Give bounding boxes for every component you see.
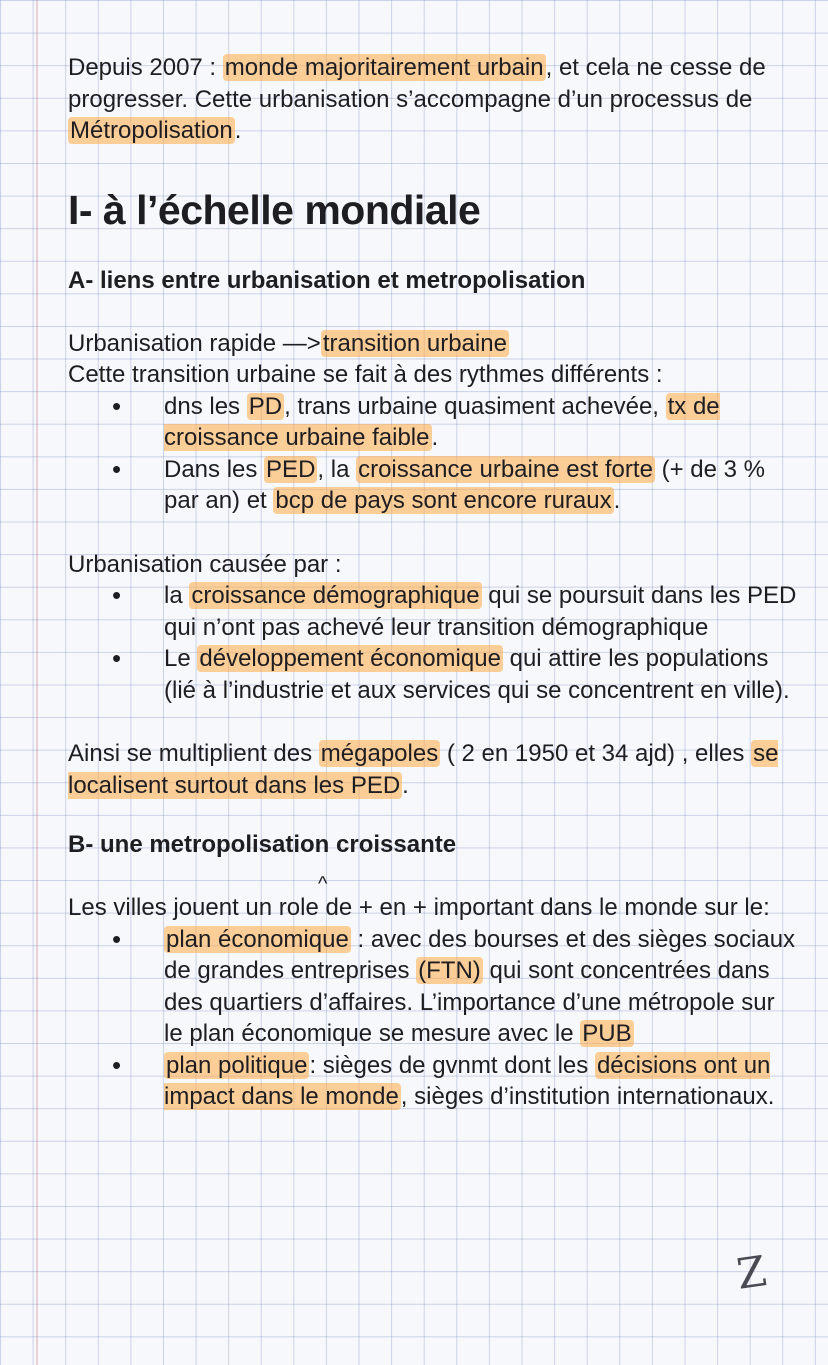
causes-block bbox=[68, 549, 798, 707]
highlight: PUB bbox=[582, 1020, 632, 1047]
highlight: plan politique bbox=[166, 1051, 308, 1079]
highlight: transition urbaine bbox=[322, 329, 507, 357]
list-item: • la croissance démographique qui se poursuit dans les PED qui n’ont pas achevé leur transition démographique bbox=[68, 580, 798, 643]
list-item: • Dans les PED, la croissance urbaine est forte (+ de 3 % par an) et bcp de pays sont encore ruraux. bbox=[68, 454, 798, 517]
document-page bbox=[68, 52, 798, 1113]
causes-list bbox=[68, 580, 798, 706]
list-item: • Le développement économique qui attire les populations (lié à l’industrie et aux services qui se concentrent en ville). bbox=[68, 643, 798, 706]
highlight: plan économique bbox=[166, 925, 349, 953]
list-item: • plan politique: sièges de gvnmt dont les décisions ont un impact dans le monde, sièges d’institution internationaux. bbox=[68, 1050, 798, 1113]
subsection-b-title: B- une metropolisation croissante bbox=[68, 831, 457, 858]
metropolisation-intro: Les villes jouent un role de + en + important dans le monde sur le: bbox=[68, 894, 770, 921]
highlight: croissance urbaine est forte bbox=[358, 455, 653, 483]
subsection-a-title: A- liens entre urbanisation et metropolisation bbox=[68, 266, 586, 294]
intro-paragraph bbox=[68, 52, 798, 147]
list-item: • plan économique : avec des bourses et des sièges sociaux de grandes entreprises (FTN) qui sont concentrées dans des quartiers d’affaires. L’importance d’une métropole sur le plan économique se mesure avec le PUB bbox=[68, 924, 798, 1050]
conclusion-block bbox=[68, 738, 798, 801]
highlight: décisions ont un impact dans le monde bbox=[164, 1051, 771, 1110]
highlight: mégapoles bbox=[320, 740, 439, 767]
rhythm-line: Cette transition urbaine se fait à des rythmes différents : bbox=[68, 361, 663, 388]
highlight: PD bbox=[248, 392, 283, 420]
section-title: I- à l’échelle mondiale bbox=[68, 186, 481, 233]
transition-line: Urbanisation rapide —>transition urbaine bbox=[68, 329, 507, 357]
intro-text: , et cela ne cesse de progresser. Cette urbanisation s’accompagne d’un processus de bbox=[68, 54, 766, 113]
highlight: PED bbox=[266, 455, 316, 483]
highlight: Métropolisation bbox=[70, 117, 233, 144]
intro-text: Depuis 2007 : bbox=[68, 54, 223, 81]
highlight: monde majoritairement urbain bbox=[224, 54, 544, 81]
causes-intro: Urbanisation causée par : bbox=[68, 550, 342, 578]
rhythm-list bbox=[68, 391, 798, 517]
page-number-handwritten: Z bbox=[733, 1246, 770, 1299]
notebook-margin-line bbox=[36, 0, 38, 1365]
intro-text: . bbox=[234, 117, 242, 144]
highlight: croissance démographique bbox=[191, 582, 480, 609]
handwritten-circumflex: ^ bbox=[318, 873, 328, 895]
highlight: tx de croissance urbaine faible bbox=[164, 392, 720, 451]
list-item: • dns les PD, trans urbaine quasiment achevée, tx de croissance urbaine faible. bbox=[68, 391, 798, 454]
highlight: (FTN) bbox=[418, 957, 481, 984]
metropolisation-block bbox=[68, 873, 798, 1113]
highlight: développement économique bbox=[199, 645, 501, 672]
transition-block bbox=[68, 328, 798, 517]
highlight: bcp de pays sont encore ruraux bbox=[275, 487, 612, 514]
highlight: se localisent surtout dans les PED bbox=[68, 740, 779, 799]
roles-list bbox=[68, 924, 798, 1113]
conclusion-paragraph: Ainsi se multiplient des mégapoles ( 2 en 1950 et 34 ajd) , elles se localisent surtout dans les PED. bbox=[68, 740, 779, 799]
